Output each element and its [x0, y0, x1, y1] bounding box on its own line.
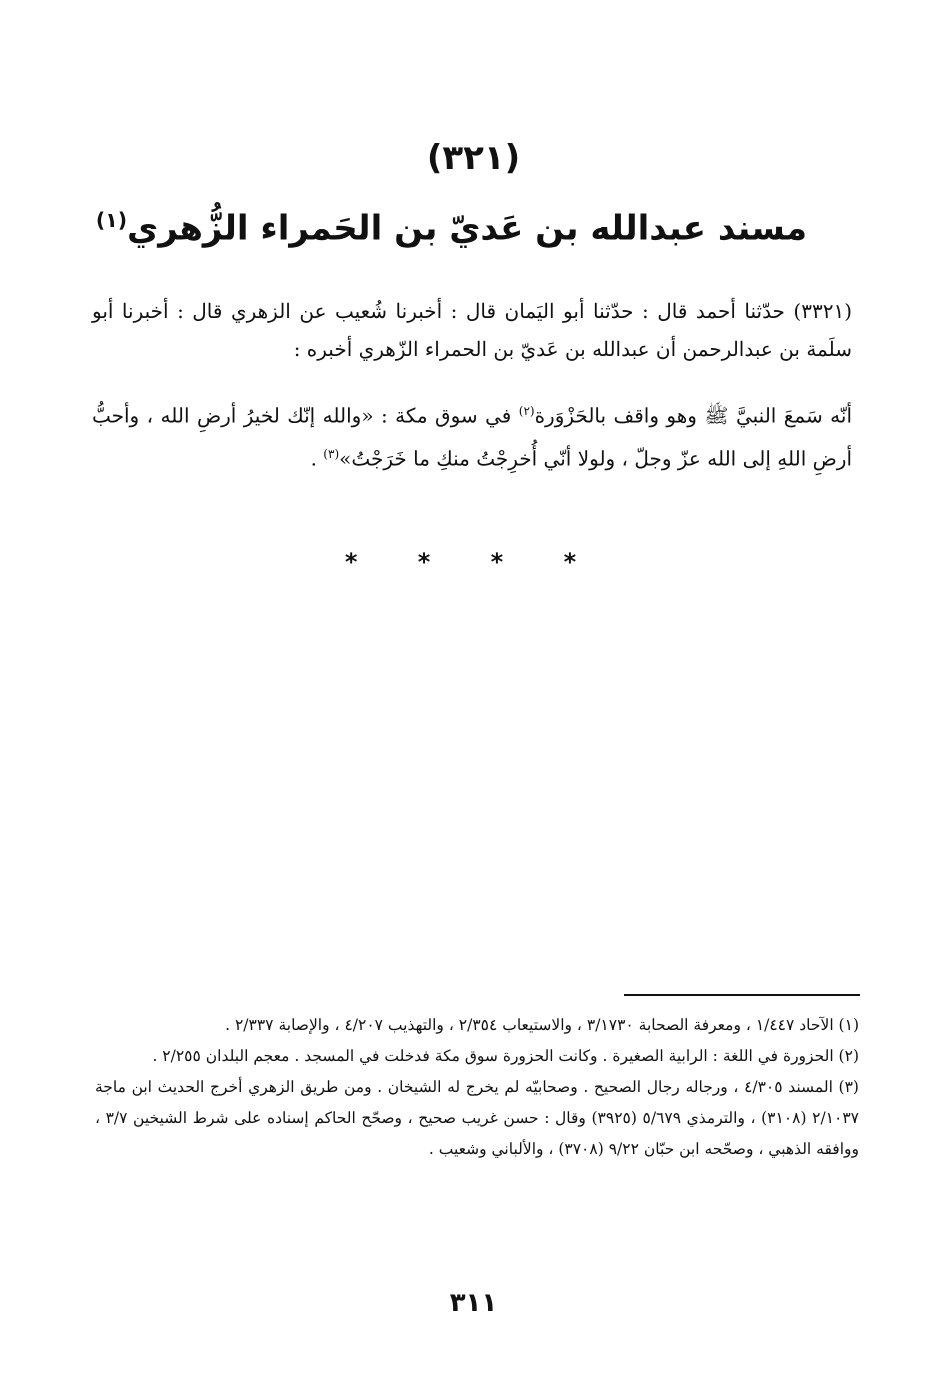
title-text: مسند عبدالله بن عَديّ بن الحَمراء الزُّهري [127, 208, 807, 249]
page-title [95, 208, 807, 249]
footnote-1: (١) الآحاد ١/٤٤٧ ، ومعرفة الصحابة ٣/١٧٣٠ ، والاستيعاب ٢/٣٥٤ ، والتهذيب ٤/٢٠٧ ، والإصابة ٢/٣٣٧ . [225, 1016, 859, 1034]
footnote-ref-3: (٣) [323, 446, 340, 461]
footnotes [95, 1010, 859, 1165]
section-number: (٣٢١) [426, 138, 521, 178]
matn-text-start: أنّه سَمعَ النبيَّ ﷺ وهو واقف بالحَزْوَرة [534, 403, 853, 428]
matn-text-end: . [310, 446, 324, 471]
page-number: ٣١١ [449, 1288, 498, 1318]
section-separator: * * * * [344, 548, 603, 576]
matn-text-middle: في سوق مكة : «والله إنّك لخيرُ أرضِ الله ، وأحبُّ أرضِ اللهِ إلى الله عزّ وجلّ ، ولولا أنّي أُخرِجْتُ منكِ ما خَرَجْتُ» [92, 403, 852, 471]
footnote-divider [624, 994, 860, 996]
footnote-ref-2: (٢) [518, 404, 535, 418]
hadith-matn-paragraph [92, 392, 852, 477]
hadith-isnad-paragraph: (٣٣٢١) حدّثنا أحمد قال : حدّثنا أبو اليَمان قال : أخبرنا شُعيب عن الزهري قال : أخبرنا أبو سلَمة بن عبدالرحمن أن عبدالله بن عَديّ بن الحمراء الزّهري أخبره : [92, 299, 852, 361]
footnote-3: (٣) المسند ٤/٣٠٥ ، ورجاله رجال الصحيح . وصحابيّه لم يخرج له الشيخان . ومن طريق الزهري أخرج الحديث ابن ماجة ٢/١٠٣٧ (٣١٠٨) ، والترمذي ٥/٦٧٩ (٣٩٢٥) وقال : حسن غريب صحيح ، وصحّح الحاكم إسناده على شرط الشيخين ٣/٧ ، ووافقه الذهبي ، وصحّحه ابن حبّان ٩/٢٢ (٣٧٠٨) ، والألباني وشعيب . [95, 1078, 859, 1158]
footnote-2: (٢) الحزورة في اللغة : الرابية الصغيرة . وكانت الحزورة سوق مكة فدخلت في المسجد . معجم البلدان ٢/٢٥٥ . [152, 1047, 859, 1065]
title-footnote-ref: (١) [95, 208, 128, 232]
